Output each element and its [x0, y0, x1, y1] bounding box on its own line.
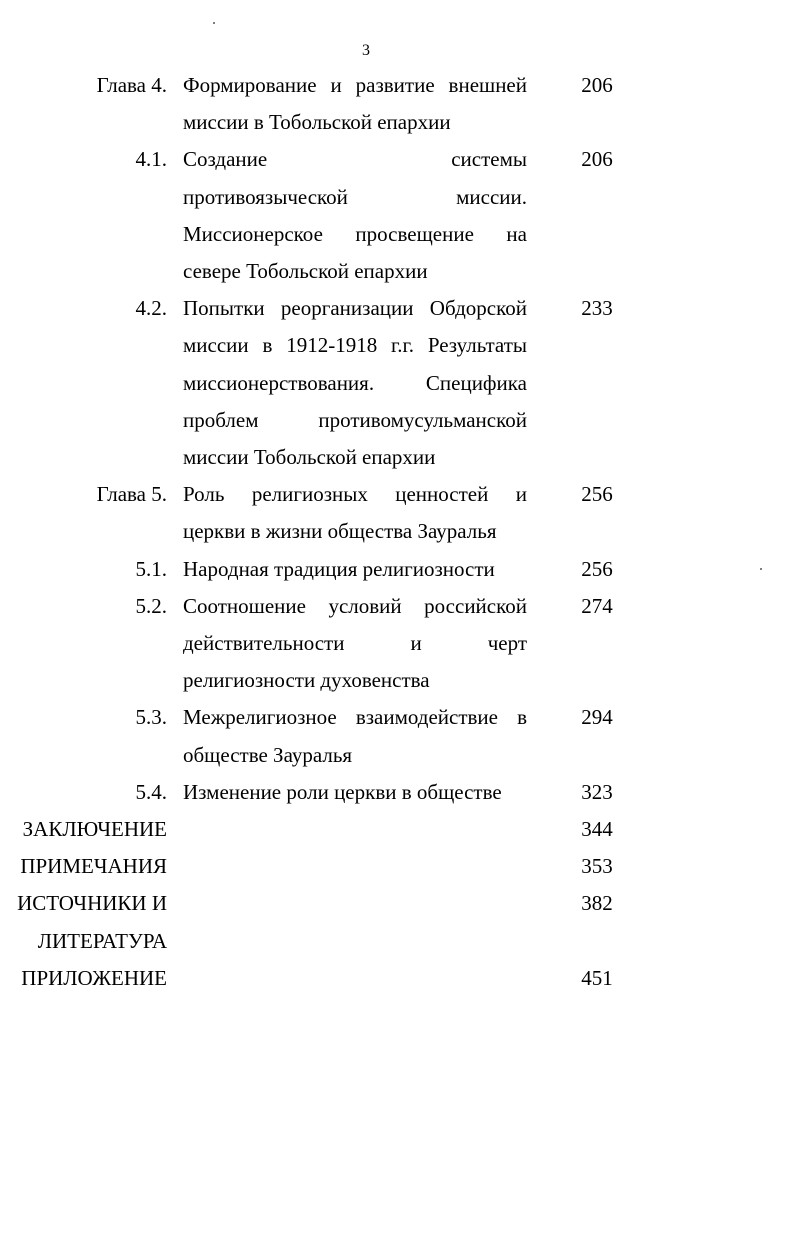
toc-title-line: миссии в Тобольской епархии: [183, 110, 451, 135]
toc-entry-5-1: [0, 551, 798, 588]
toc-section-sources: [0, 885, 798, 959]
toc-section-label: [20, 848, 167, 885]
toc-section-label-line: ПРИМЕЧАНИЯ: [20, 854, 167, 879]
toc-entry-title: [183, 588, 527, 700]
toc-title-line: Межрелигиозное взаимодействие в: [183, 705, 527, 730]
toc-title-line: Формирование и развитие внешней: [183, 73, 527, 97]
toc-entry-page: 233: [581, 296, 613, 321]
toc-title-line: действительности и черт: [183, 631, 527, 656]
toc-entry-title: [183, 67, 527, 141]
toc-section-spacer: [183, 885, 527, 959]
toc-entry-page: 323: [581, 779, 613, 804]
toc-section-label-line: ЛИТЕРАТУРА: [37, 928, 167, 953]
toc-section-label-line: ЗАКЛЮЧЕНИЕ: [22, 817, 167, 842]
toc-section-label: [17, 885, 167, 959]
toc-title-line: Соотношение условий российской: [183, 593, 527, 618]
toc-section-page: 382: [581, 891, 613, 916]
toc-entry-title: [183, 774, 527, 811]
toc-entry-title: [183, 551, 527, 588]
toc-entry-5-2: [0, 588, 798, 700]
toc-title-line: религиозности духовенства: [183, 668, 430, 693]
toc-title-line: обществе Зауралья: [183, 742, 353, 767]
toc-title-line: миссии в 1912-1918 г.г. Результаты: [183, 333, 527, 358]
scan-speck: [213, 22, 215, 24]
toc-title-line: Народная традиция религиозности: [183, 556, 495, 581]
toc-title-line: Попытки реорганизации Обдорской: [183, 296, 527, 321]
toc-section-page: 451: [581, 965, 613, 990]
toc-entry-chapter-5: [0, 476, 798, 550]
toc-entry-number: 4.1.: [135, 147, 167, 172]
toc-entry-4-1: [0, 141, 798, 290]
toc-entry-number: 4.2.: [135, 296, 167, 321]
toc-entry-page: 206: [581, 147, 613, 172]
toc-entry-number: 5.4.: [135, 779, 167, 804]
toc-section-label-line: ИСТОЧНИКИ И: [17, 891, 167, 916]
toc-entry-number: Глава 5.: [96, 482, 167, 507]
toc-entry-page: 256: [581, 482, 613, 507]
toc-section-label: [23, 811, 167, 848]
toc-entry-4-2: [0, 290, 798, 476]
toc-entry-5-4: [0, 774, 798, 811]
toc-section-spacer: [183, 960, 527, 997]
toc-section-notes: [0, 848, 798, 885]
toc-section-label: [21, 960, 167, 997]
toc-title-line: севере Тобольской епархии: [183, 259, 428, 284]
toc-section-appendix: [0, 960, 798, 997]
toc-title-line: Роль религиозных ценностей и: [183, 482, 527, 507]
toc-title-line: проблем противомусульманской: [183, 407, 527, 432]
toc-section-label-line: ПРИЛОЖЕНИЕ: [21, 965, 167, 990]
toc-section-conclusion: [0, 811, 798, 848]
toc-entry-number: 5.2.: [135, 593, 167, 618]
toc-entry-number: 5.3.: [135, 705, 167, 730]
toc-entry-page: 294: [581, 705, 613, 730]
toc-entry-number: 5.1.: [135, 556, 167, 581]
toc-entry-number: Глава 4.: [96, 73, 167, 97]
toc-entry-page: 274: [581, 593, 613, 618]
toc-section-spacer: [183, 848, 527, 885]
toc-entry-title: [183, 476, 527, 550]
toc-title-line: противоязыческой миссии.: [183, 184, 527, 209]
toc-title-line: миссии Тобольской епархии: [183, 445, 436, 470]
toc-entry-page: 256: [581, 556, 613, 581]
page-number: 3: [362, 42, 370, 59]
toc-section-page: 353: [581, 854, 613, 879]
toc-entry-title: [183, 290, 527, 476]
toc-entry-5-3: [0, 699, 798, 773]
toc-title-line: церкви в жизни общества Зауралья: [183, 519, 497, 544]
toc-title-line: Миссионерское просвещение на: [183, 221, 527, 246]
toc-entry-chapter-4: [0, 67, 798, 141]
toc-section-spacer: [183, 811, 527, 848]
toc-entry-page: 206: [581, 73, 613, 97]
toc-entry-title: [183, 699, 527, 773]
toc-title-line: Создание системы: [183, 147, 527, 172]
toc-entry-title: [183, 141, 527, 290]
toc-section-page: 344: [581, 817, 613, 842]
toc-title-line: миссионерствования. Специфика: [183, 370, 527, 395]
table-of-contents: [0, 67, 798, 997]
toc-title-line: Изменение роли церкви в обществе: [183, 779, 502, 804]
